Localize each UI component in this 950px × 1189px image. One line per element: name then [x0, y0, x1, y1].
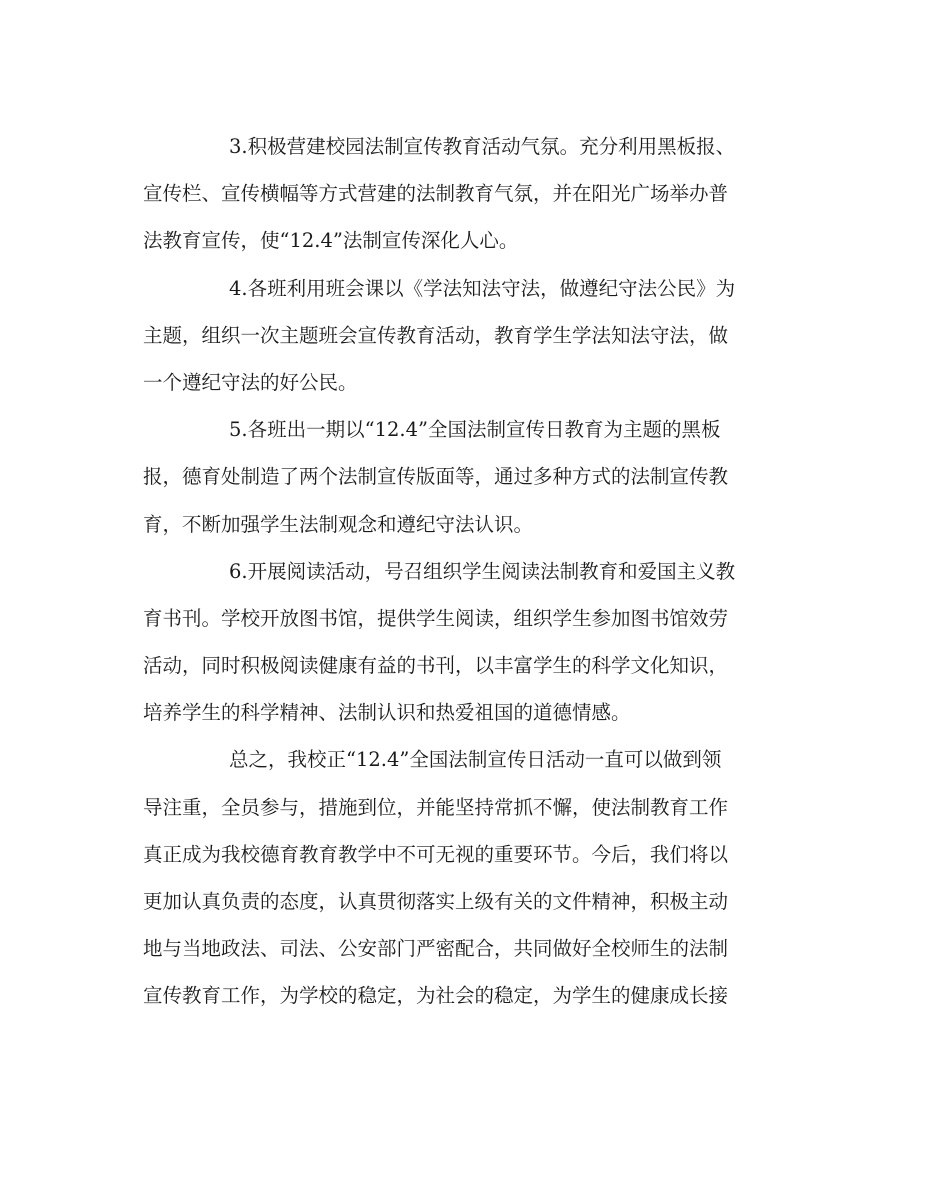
paragraph-6-line-4: 培养学生的科学精神、法制认识和热爱祖国的道德情感。: [143, 701, 631, 725]
paragraph-3-line-3: 法教育宣传，使“12.4”法制宣传深化人心。: [143, 229, 519, 253]
summary-paragraph-line-4: 更加认真负责的态度，认真贯彻落实上级有关的文件精神，积极主动: [143, 890, 729, 913]
paragraph-5-line-2: 报，德育处制造了两个法制宣传版面等，通过多种方式的法制宣传教: [143, 465, 729, 489]
summary-paragraph-line-5: 地与当地政法、司法、公安部门严密配合，共同做好全校师生的法制: [143, 937, 729, 961]
paragraph-5-line-3: 育，不断加强学生法制观念和遵纪守法认识。: [143, 512, 534, 536]
summary-paragraph-line-6: 宣传教育工作，为学校的稳定，为社会的稳定，为学生的健康成长接: [143, 984, 729, 1008]
paragraph-6-line-1: 6.开展阅读活动，号召组织学生阅读法制教育和爱国主义教: [229, 559, 736, 583]
summary-paragraph-line-3: 真正成为我校德育教育教学中不可无视的重要环节。今后，我们将以: [143, 842, 729, 866]
paragraph-6-line-3: 活动，同时积极阅读健康有益的书刊，以丰富学生的科学文化知识，: [143, 654, 729, 678]
paragraph-3-line-2: 宣传栏、宣传横幅等方式营建的法制教育气氛，并在阳光广场举办普: [143, 182, 729, 206]
paragraph-4-line-3: 一个遵纪守法的好公民。: [143, 370, 358, 394]
summary-paragraph-line-1: 总之，我校正“12.4”全国法制宣传日活动一直可以做到领: [229, 748, 722, 772]
summary-paragraph-line-2: 导注重，全员参与，措施到位，并能坚持常抓不懈，使法制教育工作: [143, 795, 729, 819]
paragraph-5-line-1: 5.各班出一期以“12.4”全国法制宣传日教育为主题的黑板: [229, 418, 721, 442]
paragraph-6-line-2: 育书刊。学校开放图书馆，提供学生阅读，组织学生参加图书馆效劳: [143, 606, 729, 630]
document-body: [143, 123, 803, 1020]
paragraph-4-line-2: 主题，组织一次主题班会宣传教育活动，教育学生学法知法守法，做: [143, 323, 729, 347]
paragraph-3-line-1: 3.积极营建校园法制宣传教育活动气氛。充分利用黑板报、: [229, 135, 736, 158]
paragraph-4-line-1: 4.各班利用班会课以《学法知法守法，做遵纪守法公民》为: [229, 276, 736, 300]
